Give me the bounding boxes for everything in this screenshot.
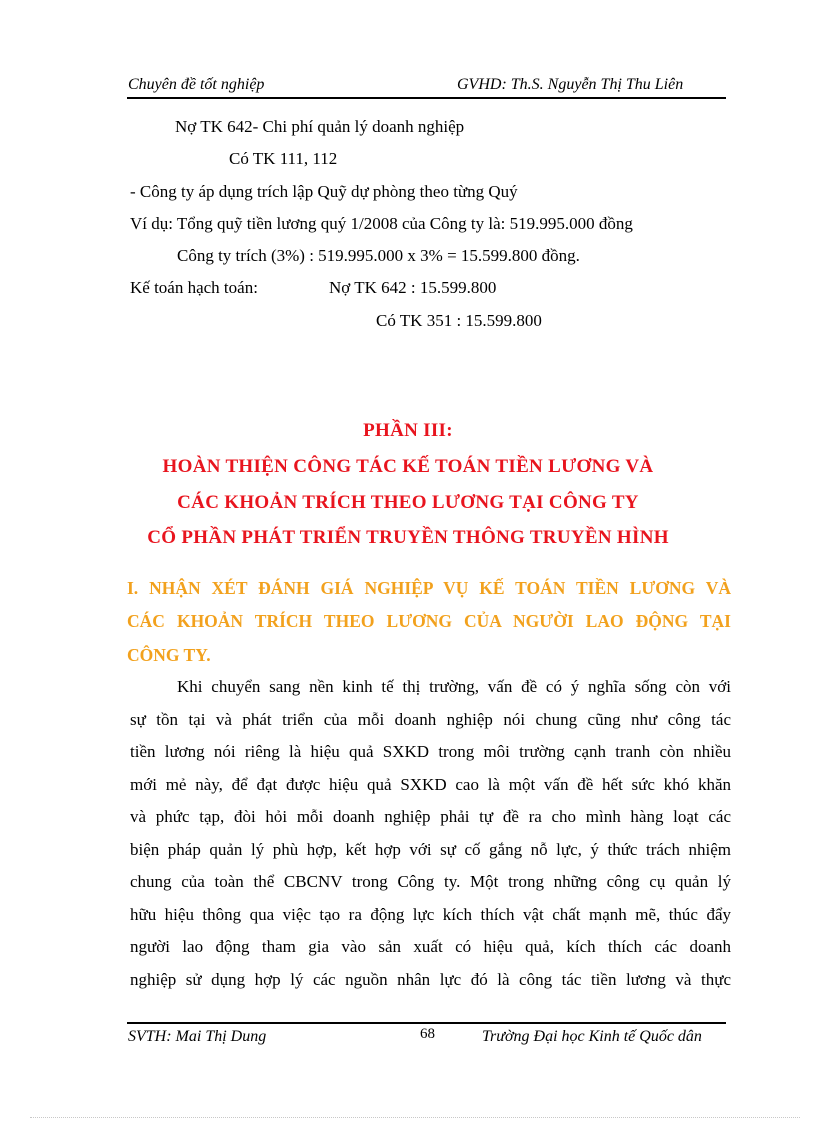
part-title-line-2: CÁC KHOẢN TRÍCH THEO LƯƠNG TẠI CÔNG TY bbox=[177, 492, 639, 513]
header-left: Chuyên đề tốt nghiệp bbox=[128, 76, 265, 93]
entry-example: Ví dụ: Tổng quỹ tiền lương quý 1/2008 của Công ty là: 519.995.000 đồng bbox=[130, 214, 633, 233]
paragraph-line: và phức tạp, đòi hỏi mỗi doanh nghiệp phải tự đề ra cho mình hàng loạt các bbox=[130, 807, 731, 826]
paragraph-line: người lao động tham gia vào sản xuất có hiệu quả, kích thích các doanh bbox=[130, 937, 731, 956]
paragraph-line: chung của toàn thể CBCNV trong Công ty. Một trong những công cụ quản lý bbox=[130, 872, 731, 891]
part-title-line-3: CỔ PHẦN PHÁT TRIỂN TRUYỀN THÔNG TRUYỀN HÌNH bbox=[147, 527, 669, 548]
header-right: GVHD: Th.S. Nguyễn Thị Thu Liên bbox=[457, 76, 684, 93]
footer-rule bbox=[127, 1022, 726, 1024]
footer-left: SVTH: Mai Thị Dung bbox=[128, 1028, 267, 1045]
page-edge-divider bbox=[30, 1117, 800, 1118]
section-title-line-3: CÔNG TY. bbox=[127, 645, 211, 665]
entry-credit-amount: Có TK 351 : 15.599.800 bbox=[376, 311, 542, 330]
section-title-line-1: I. NHẬN XÉT ĐÁNH GIÁ NGHIỆP VỤ KẾ TOÁN TIỀN LƯƠNG VÀ bbox=[127, 578, 731, 598]
page-number: 68 bbox=[420, 1026, 435, 1042]
paragraph-line: hữu hiệu thông qua việc tạo ra động lực kích thích vật chất mạnh mẽ, thúc đẩy bbox=[130, 905, 731, 924]
paragraph-line: biện pháp quản lý phù hợp, kết hợp với sự cố gắng nỗ lực, ý thức trách nhiệm bbox=[130, 840, 731, 859]
paragraph-line: nghiệp sử dụng hợp lý các nguồn nhân lực đó là công tác tiền lương và thực bbox=[130, 970, 731, 989]
part-title-line-1: HOÀN THIỆN CÔNG TÁC KẾ TOÁN TIỀN LƯƠNG VÀ bbox=[162, 456, 654, 477]
header-rule bbox=[127, 97, 726, 99]
paragraph-line: sự tồn tại và phát triển của mỗi doanh nghiệp nói chung cũng như công tác bbox=[130, 710, 731, 729]
entry-credit-111: Có TK 111, 112 bbox=[229, 149, 338, 168]
entry-debit-642: Nợ TK 642- Chi phí quản lý doanh nghiệp bbox=[175, 117, 465, 136]
paragraph-line: tiền lương nói riêng là hiệu quả SXKD trong môi trường cạnh tranh còn nhiều bbox=[130, 742, 731, 761]
section-title-line-2: CÁC KHOẢN TRÍCH THEO LƯƠNG CỦA NGƯỜI LAO ĐỘNG TẠI bbox=[127, 611, 731, 631]
paragraph-line: mới mẻ này, để đạt được hiệu quả SXKD cao là một vấn đề hết sức khó khăn bbox=[130, 775, 731, 794]
part-number: PHẦN III: bbox=[363, 420, 453, 441]
entry-accounting-label: Kế toán hạch toán: bbox=[130, 278, 258, 297]
paragraph-line: Khi chuyển sang nền kinh tế thị trường, vấn đề có ý nghĩa sống còn với bbox=[177, 677, 731, 696]
entry-note: - Công ty áp dụng trích lập Quỹ dự phòng theo từng Quý bbox=[130, 182, 518, 201]
entry-debit-amount: Nợ TK 642 : 15.599.800 bbox=[329, 278, 497, 297]
footer-right: Trường Đại học Kinh tế Quốc dân bbox=[482, 1028, 702, 1045]
entry-calculation: Công ty trích (3%) : 519.995.000 x 3% = 15.599.800 đồng. bbox=[177, 246, 580, 265]
